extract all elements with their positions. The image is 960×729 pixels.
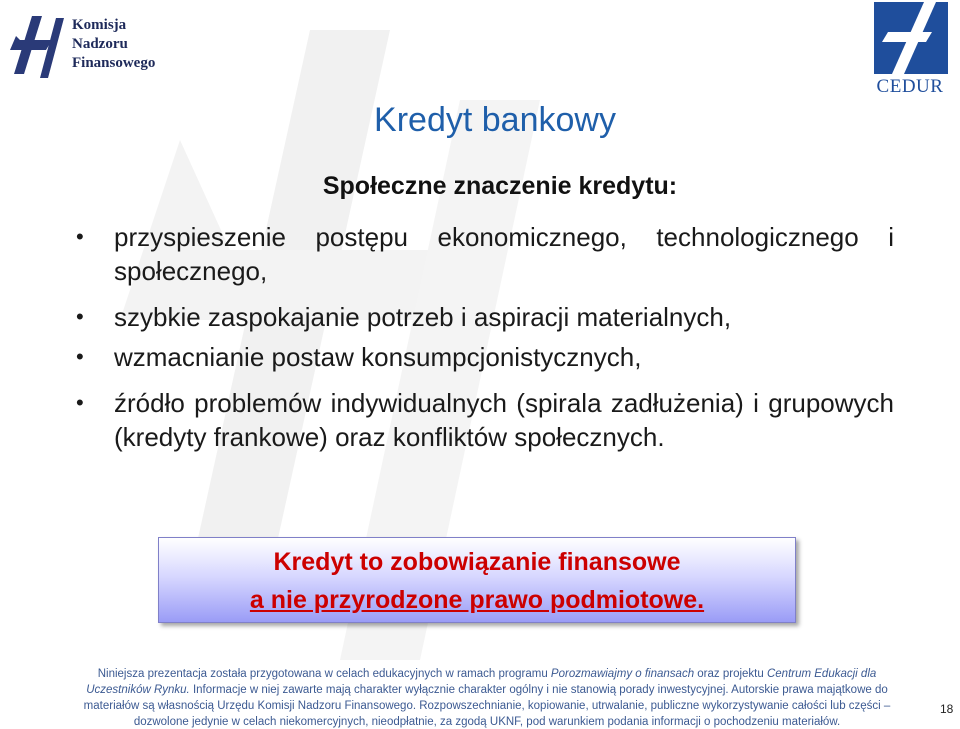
bullet-dot-icon: • [76, 344, 84, 369]
knf-line-2: Nadzoru [72, 36, 128, 52]
footer-project: Centrum Edukacji dla Uczestników Rynku. [86, 668, 877, 696]
bullet-dot-icon: • [76, 224, 84, 249]
footer-program: Porozmawiajmy o finansach [550, 668, 695, 680]
knf-line-1: Komisja [72, 17, 127, 33]
callout-line-1: Kredyt to zobowiązanie finansowe [273, 548, 681, 576]
bullet-item [70, 386, 894, 454]
footer-text-3: Informacje w niej zawarte mają charakter wyłącznie charakter ogólny i nie stanowią porady inwestycyjnej. Autorskie prawa majątkowe do materiałów są własnością Urzędu Komisji Nadzoru Finansowego. Rozpowszechnianie, kopiowanie, utrwalanie, publiczne wykorzystywanie całości lub części – dozwolone jedynie w celach niekomercyjnych, nieodpłatnie, za zgodą UKNF, pod warunkiem podania informacji o pochodzeniu materiałów. [83, 684, 891, 728]
knf-line-3: Finansowego [72, 55, 156, 71]
bullet-text: wzmacnianie postaw konsumpcjonistycznych, [114, 342, 642, 372]
bullet-item [70, 340, 894, 374]
callout-box [158, 537, 796, 623]
footer-disclaimer [66, 666, 908, 729]
slide-subtitle: Społeczne znaczenie kredytu: [322, 172, 678, 200]
cedur-logo [866, 2, 954, 98]
cedur-logo-text: CEDUR [876, 76, 944, 97]
bullet-list [70, 220, 894, 466]
bullet-dot-icon: • [76, 390, 84, 415]
bullet-text: szybkie zaspokajanie potrzeb i aspiracji materialnych, [114, 302, 732, 332]
bullet-item [70, 300, 894, 334]
bullet-dot-icon: • [76, 304, 84, 329]
footer-text-1: Niniejsza prezentacja została przygotowana w celach edukacyjnych w ramach programu [97, 668, 551, 680]
knf-lightning-logo-icon [6, 14, 66, 80]
callout-line-2: a nie przyrodzone prawo podmiotowe. [249, 586, 705, 614]
slide-title: Kredyt bankowy [374, 101, 616, 139]
knf-logo-text [72, 16, 155, 73]
knf-logo [6, 8, 176, 80]
cedur-logo-icon [874, 2, 948, 74]
bullet-item [70, 220, 894, 288]
page-number: 18 [940, 702, 954, 716]
footer-text-2: oraz projektu [694, 668, 767, 680]
bullet-text: źródło problemów indywidualnych (spirala zadłużenia) i grupowych (kredyty frankowe) oraz konfliktów społecznych. [114, 388, 894, 452]
bullet-text: przyspieszenie postępu ekonomicznego, technologicznego i społecznego, [114, 222, 894, 286]
